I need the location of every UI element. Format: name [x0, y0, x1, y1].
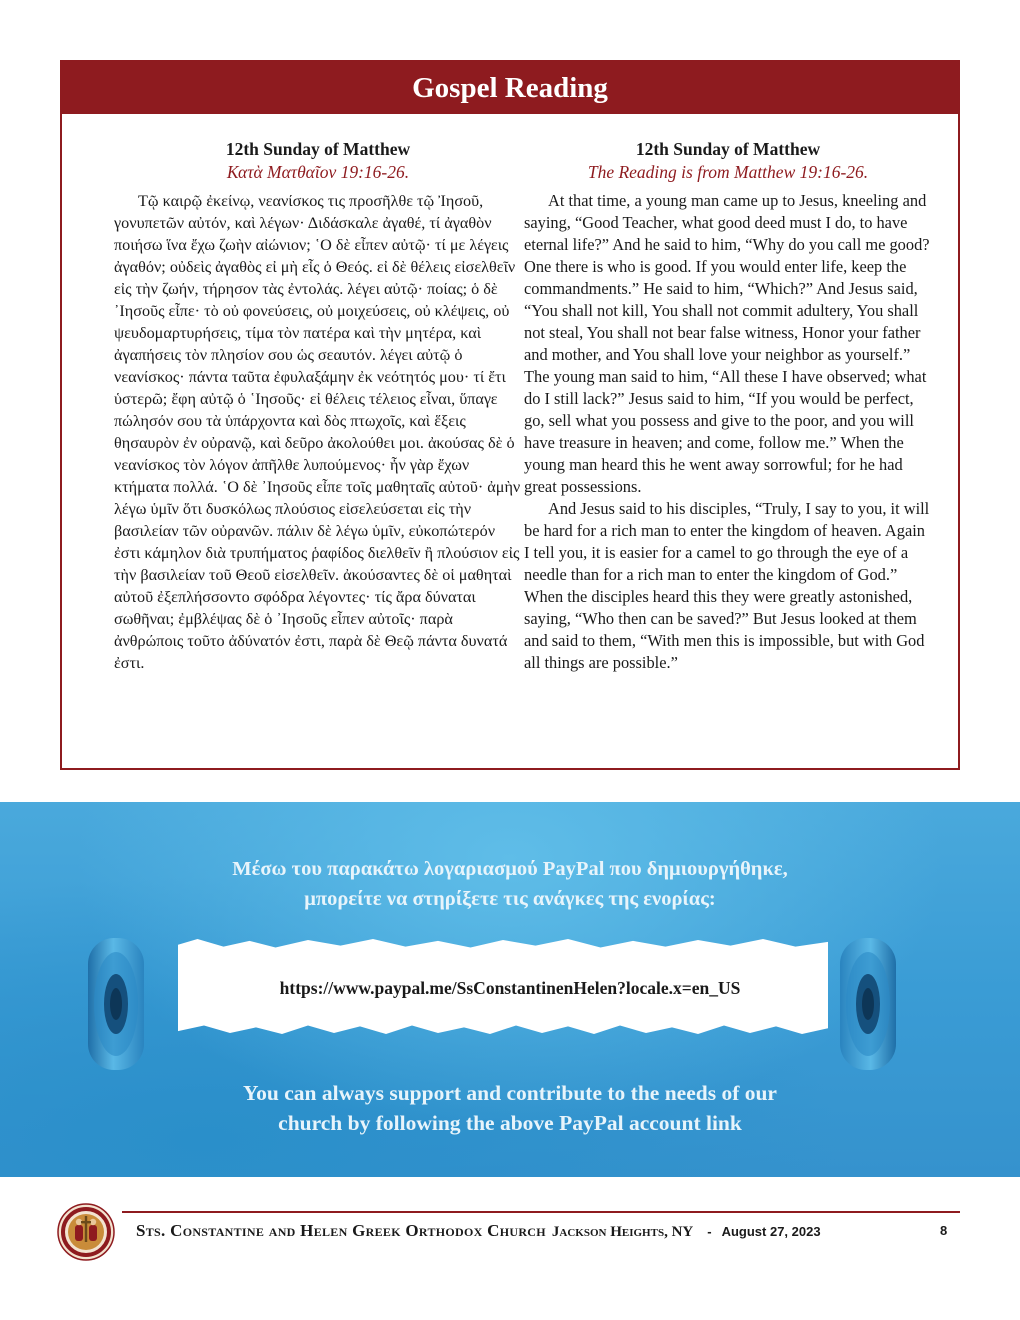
church-name: Sts. Constantine and Helen Greek Orthodox Church [136, 1221, 546, 1240]
greek-column [114, 138, 522, 674]
paypal-greek-text [0, 854, 1020, 914]
paypal-banner [0, 802, 1020, 1177]
footer-divider [122, 1211, 960, 1213]
english-subtitle: The Reading is from Matthew 19:16-26. [587, 162, 869, 182]
greek-text: Τῷ καιρῷ ἐκείνῳ, νεανίσκος τις προσῆλθε τῷ Ἰησοῦ, γονυπετῶν αὐτόν, καὶ λέγων· Διδάσκαλε ἀγαθέ, τί ἀγαθὸν ποιήσω ἵνα ἔχω ζωὴν αἰώνιον; ῾Ο δὲ εἶπεν αὐτῷ· τί με λέγεις ἀγαθόν; οὐδεὶς ἀγαθὸς εἰ μὴ εἷς ὁ Θεός. εἰ δὲ θέλεις εἰσελθεῖν εἰς τὴν ζωήν, τήρησον τὰς ἐντολάς. λέγει αὐτῷ· ποίας; ὁ δὲ ᾿Ιησοῦς εἶπε· τὸ οὐ φονεύσεις, οὐ μοιχεύσεις, οὐ κλέψεις, οὐ ψευδομαρτυρήσεις, τίμα τὸν πατέρα καὶ τὴν μητέρα, καὶ ἀγαπήσεις τὸν πλησίον σου ὡς σεαυτόν. λέγει αὐτῷ ὁ νεανίσκος· πάντα ταῦτα ἐφυλαξάμην ἐκ νεότητός μου· τί ἔτι ὑστερῶ; ἔφη αὐτῷ ὁ ῾Ιησοῦς· εἰ θέλεις τέλειος εἶναι, ὕπαγε πώλησόν σου τὰ ὑπάρχοντα καὶ δὸς πτωχοῖς, καὶ ἕξεις θησαυρὸν ἐν οὐρανῷ, καὶ δεῦρο ἀκολούθει μοι. ἀκούσας δὲ ὁ νεανίσκος τὸν λόγον ἀπῆλθε λυπούμενος· ἦν γὰρ ἔχων κτήματα πολλά. ῾Ο δὲ ᾿Ιησοῦς εἶπε τοῖς μαθηταῖς αὐτοῦ· ἀμὴν λέγω ὑμῖν ὅτι δυσκόλως πλούσιος εἰσελεύσεται εἰς τὴν βασιλείαν τῶν οὐρανῶν. πάλιν δὲ λέγω ὑμῖν, εὐκοπώτερόν ἐστι κάμηλον διὰ τρυπήματος ῥαφίδος διελθεῖν ἢ πλούσιον εἰς τὴν βασιλείαν τοῦ Θεοῦ εἰσελθεῖν. ἀκούσαντες δὲ οἱ μαθηταὶ αὐτοῦ ἐξεπλήσσοντο σφόδρα λέγοντες· τίς ἄρα δύναται σωθῆναι; ἐμβλέψας δὲ ὁ ᾿Ιησοῦς εἶπεν αὐτοῖς· παρὰ ἀνθρώποις τοῦτο ἀδύνατόν ἐστι, παρὰ δὲ Θεῷ πάντα δυνατά ἐστι. [114, 192, 521, 672]
footer-separator: - [707, 1224, 712, 1239]
greek-title: 12th Sunday of Matthew [225, 139, 411, 159]
paypal-english-line-1: You can always support and contribute to the needs of our [243, 1081, 777, 1105]
bulletin-date: August 27, 2023 [721, 1224, 821, 1239]
paypal-english-text [0, 1078, 1020, 1138]
english-paragraph-2: And Jesus said to his disciples, “Truly, I say to you, it will be hard for a rich man to enter the kingdom of heaven. Again I tell you, it is easier for a camel to go through the eye of a needle than for a rich man to enter the kingdom of God.” When the disciples heard this they were greatly astonished, saying, “Who then can be saved?” But Jesus looked at them and said to them, “With men this is impossible, but with God all things are possible.” [524, 499, 930, 672]
greek-subtitle: Κατὰ Ματθαῖον 19:16-26. [226, 162, 410, 182]
right-scroll-icon [832, 932, 904, 1077]
church-location: Jackson Heights, NY [551, 1224, 694, 1240]
gospel-reading-panel [60, 60, 960, 770]
paypal-greek-line-2: μπορείτε να στηρίξετε τις ανάγκες της ενορίας: [304, 888, 716, 910]
church-seal-icon [57, 1203, 115, 1261]
english-title: 12th Sunday of Matthew [635, 139, 821, 159]
english-paragraph-1: At that time, a young man came up to Jesus, kneeling and saying, “Good Teacher, what good deed must I do, to have eternal life?” And he said to him, “Why do you call me good? One there is who is good. If you would enter life, keep the commandments.” He said to him, “Which?” And Jesus said, “You shall not kill, You shall not commit adultery, You shall not steal, You shall not bear false witness, Honor your father and mother, and You shall love your neighbor as yourself.” The young man said to him, “All these I have observed; what do I still lack?” Jesus said to him, “If you would be perfect, go, sell what you possess and give to the poor, and you will have treasure in heaven; and come, follow me.” When the young man heard this he went away sorrowful; for he had great possessions. [524, 191, 930, 496]
page-number: 8 [940, 1223, 948, 1238]
footer [136, 1221, 821, 1245]
left-scroll-icon [80, 932, 152, 1077]
paypal-greek-line-1: Μέσω του παρακάτω λογαριασμού PayPal που δημιουργήθηκε, [232, 858, 788, 880]
gospel-header: Gospel Reading [62, 62, 958, 114]
english-column [524, 138, 932, 674]
paypal-english-line-2: church by following the above PayPal account link [278, 1111, 742, 1135]
paypal-link[interactable]: https://www.paypal.me/SsConstantinenHelen?locale.x=en_US [279, 978, 741, 998]
